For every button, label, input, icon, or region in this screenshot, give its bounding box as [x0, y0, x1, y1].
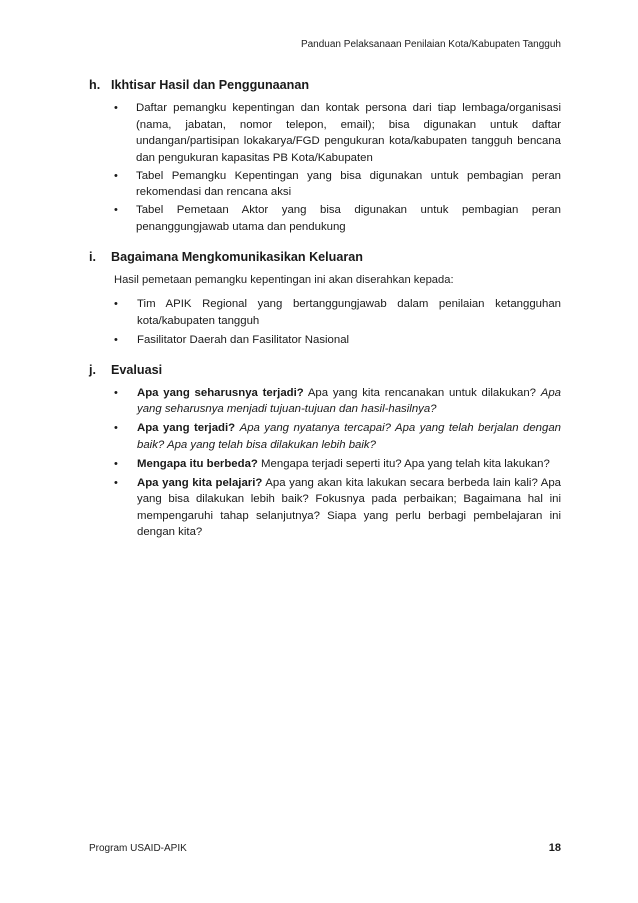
bullet-icon: •	[114, 204, 118, 216]
evaluation-question: Mengapa itu berbeda?	[137, 457, 258, 470]
section-h-title: Ikhtisar Hasil dan Penggunaanan	[111, 78, 310, 92]
bullet-icon: •	[114, 422, 118, 434]
section-i-title: Bagaimana Mengkomunikasikan Keluaran	[111, 250, 363, 264]
section-h-heading	[89, 77, 561, 93]
section-h-letter: h.	[89, 78, 101, 92]
list-item: • Tim APIK Regional yang bertanggungjawab dalam penilaian ketangguhan kota/kabupaten tangguh	[114, 298, 561, 327]
bullet-icon: •	[114, 169, 118, 182]
list-item: • Apa yang kita pelajari? Apa yang akan kita lakukan secara berbeda lain kali? Apa yang bisa dilakukan lebih baik? Fokusnya pada perbaikan; Bagaimana hal ini mempengaruhi tahap selanjutnya? Siapa yang perlu berbagi pembelajaran ini dengan kita?	[114, 476, 561, 538]
section-j-list	[89, 385, 561, 541]
section-j-letter: j.	[89, 362, 96, 377]
section-i-letter: i.	[89, 250, 96, 264]
bullet-icon: •	[114, 102, 118, 114]
page-number: 18	[548, 842, 561, 854]
page-content	[89, 77, 561, 543]
bullet-icon: •	[114, 457, 118, 470]
list-item: • Apa yang seharusnya terjadi? Apa yang kita rencanakan untuk dilakukan? Apa yang seharusnya menjadi tujuan-tujuan dan hasil-hasilnya?	[114, 386, 561, 415]
section-j	[89, 362, 561, 541]
section-i-heading	[89, 249, 561, 265]
footer-program: Program USAID-APIK	[89, 843, 187, 854]
list-item: • Mengapa itu berbeda? Mengapa terjadi seperti itu? Apa yang telah kita lakukan?	[112, 456, 561, 473]
section-h-list	[89, 100, 561, 235]
section-i	[89, 249, 561, 349]
list-item: • Fasilitator Daerah dan Fasilitator Nasional	[112, 332, 561, 349]
section-i-intro: Hasil pemetaan pemangku kepentingan ini akan diserahkan kepada:	[114, 274, 454, 286]
list-item: • Tabel Pemangku Kepentingan yang bisa digunakan untuk pembagian peran rekomendasi dan rencana aksi	[114, 169, 561, 198]
list-item: • Apa yang terjadi? Apa yang nyatanya tercapai? Apa yang telah berjalan dengan baik? Apa yang telah bisa dilakukan lebih baik?	[114, 422, 561, 451]
section-j-title: Evaluasi	[111, 362, 163, 377]
bullet-icon: •	[114, 476, 118, 489]
evaluation-question: Apa yang terjadi?	[137, 422, 236, 434]
section-h	[89, 77, 561, 235]
running-header: Panduan Pelaksanaan Penilaian Kota/Kabupaten Tangguh	[300, 39, 561, 50]
section-j-heading	[89, 362, 561, 378]
evaluation-question: Apa yang kita pelajari?	[137, 476, 263, 489]
section-i-list	[89, 296, 561, 349]
bullet-icon: •	[114, 386, 118, 399]
bullet-icon: •	[114, 298, 118, 310]
list-item: • Daftar pemangku kepentingan dan kontak persona dari tiap lembaga/organisasi (nama, jabatan, nomor telepon, email); bisa digunakan untuk daftar undangan/partisipan lokakarya/FGD pengukuran kota/kabupaten tangguh bencana dan pengukuran kapasitas PB Kota/Kabupaten	[114, 102, 561, 164]
bullet-icon: •	[114, 334, 118, 346]
evaluation-question: Apa yang seharusnya terjadi?	[137, 386, 304, 399]
list-item: • Tabel Pemetaan Aktor yang bisa digunakan untuk pembagian peran penanggungjawab utama dan pendukung	[114, 204, 561, 233]
